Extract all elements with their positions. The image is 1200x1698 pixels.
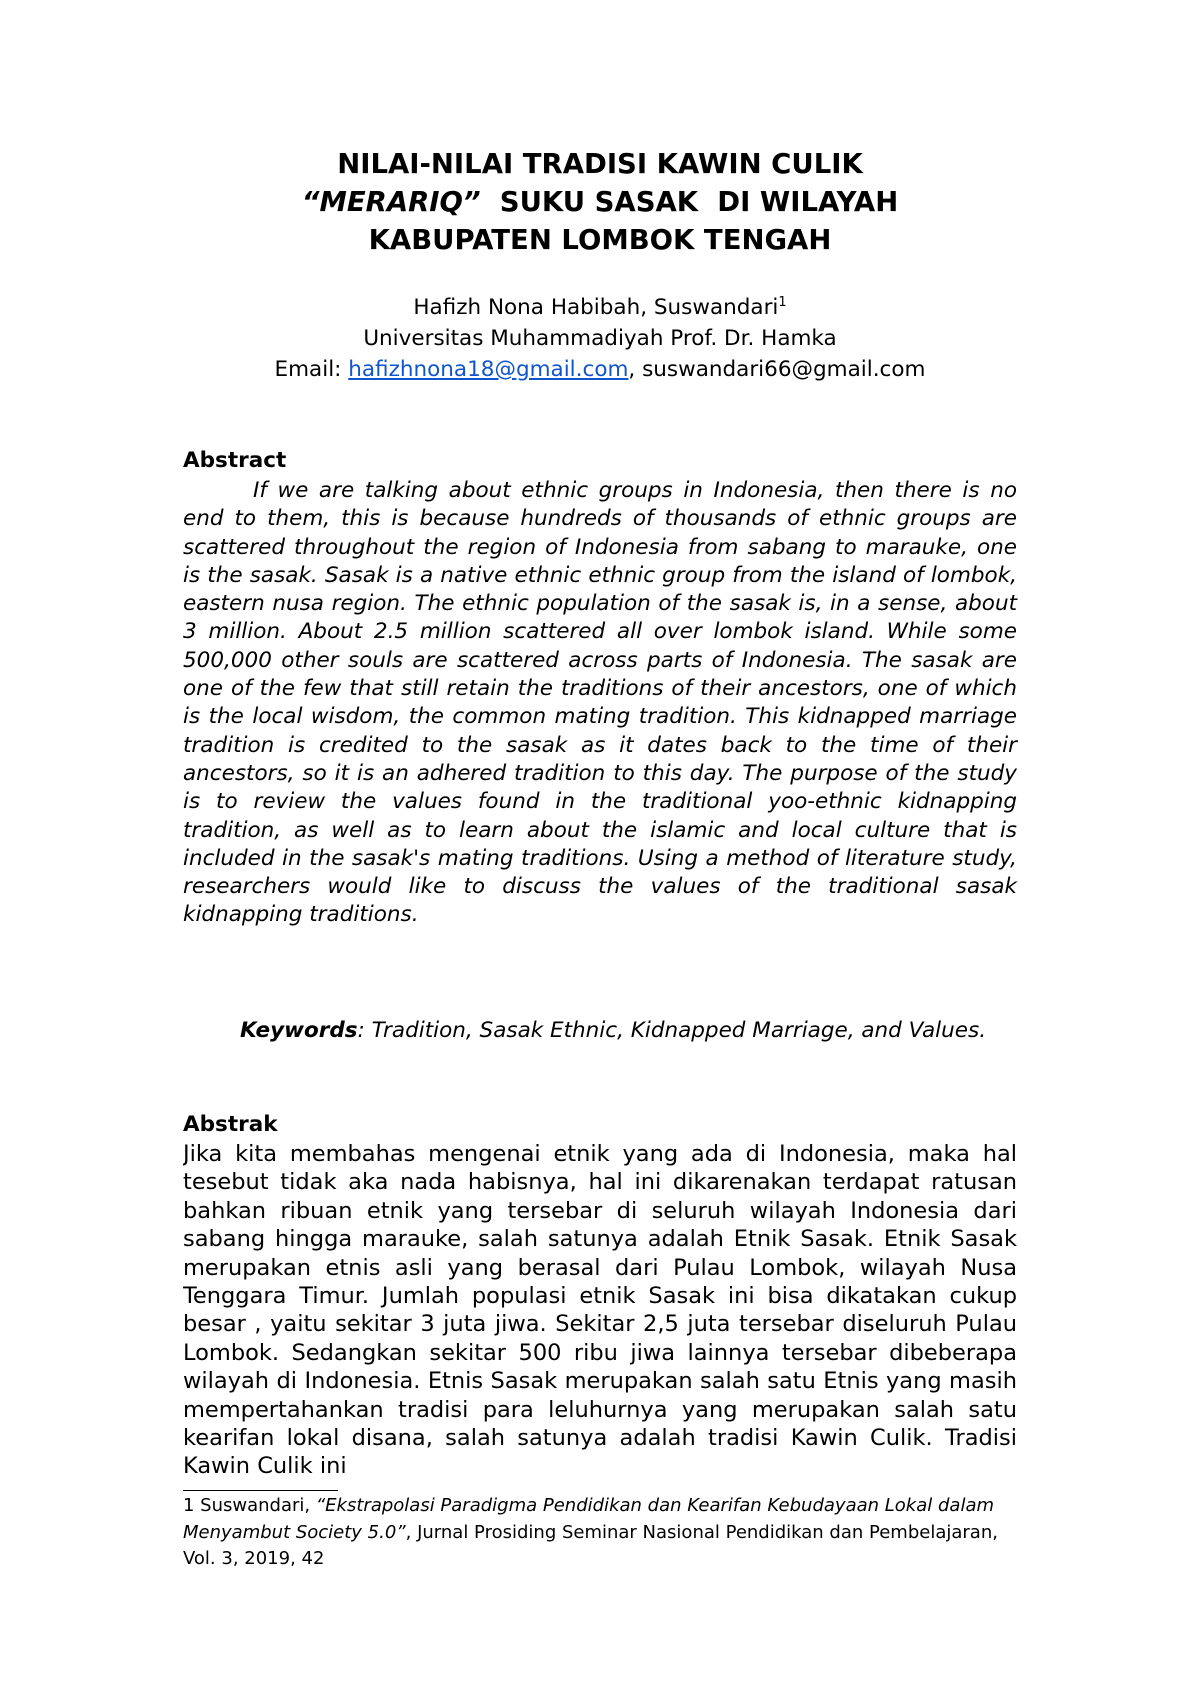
email-link-primary[interactable]: hafizhnona18@gmail.com <box>348 357 629 382</box>
email-separator: , <box>628 357 643 382</box>
footnote-citation-rest: , Jurnal Prosiding Seminar Nasional Pendidikan dan Pembelajaran, Vol. 3, 2019, 42 <box>183 1521 998 1569</box>
keywords-text: : Tradition, Sasak Ethnic, Kidnapped Marriage, and Values. <box>357 1018 987 1043</box>
keywords-paragraph <box>240 1017 1017 1045</box>
author-affiliation: Universitas Muhammadiyah Prof. Dr. Hamka <box>363 326 837 351</box>
email-secondary: suswandari66@gmail.com <box>642 357 926 382</box>
footnote-separator <box>183 1490 338 1491</box>
paper-title <box>183 145 1017 259</box>
title-line-1: NILAI-NILAI TRADISI KAWIN CULIK <box>337 148 863 180</box>
title-line-2 <box>183 183 1017 221</box>
footnote-article-title: “Ekstrapolasi Paradigma Pendidikan dan Kearifan Kebudayaan Lokal dalam Menyambut Society 5.0” <box>183 1495 995 1543</box>
footnote-author: 1 Suswandari, <box>183 1495 316 1516</box>
abstrak-body: Jika kita membahas mengenai etnik yang ada di Indonesia, maka hal tesebut tidak aka nada habisnya, hal ini dikarenakan terdapat ratusan bahkan ribuan etnik yang tersebar di seluruh wilayah Indonesia dari sabang hingga marauke, salah satunya adalah Etnik Sasak. Etnik Sasak merupakan etnis asli yang berasal dari Pulau Lombok, wilayah Nusa Tenggara Timur. Jumlah populasi etnik Sasak ini bisa dikatakan cukup besar , yaitu sekitar 3 juta jiwa. Sekitar 2,5 juta tersebar diseluruh Pulau Lombok. Sedangkan sekitar 500 ribu jiwa lainnya tersebar dibeberapa wilayah di Indonesia. Etnis Sasak merupakan salah satu Etnis yang masih mempertahankan tradisi para leluhurnya yang merupakan salah satu kearifan lokal disana, salah satunya adalah tradisi Kawin Culik. Tradisi Kawin Culik ini <box>183 1141 1017 1480</box>
keywords-label: Keywords <box>240 1018 358 1043</box>
author-names: Hafizh Nona Habibah, Suswandari <box>413 295 779 320</box>
title-line-2-rest: SUKU SASAK DI WILAYAH <box>480 186 899 218</box>
abstract-heading: Abstract <box>183 448 287 473</box>
author-email-line <box>183 354 1017 385</box>
abstrak-heading: Abstrak <box>183 1112 278 1137</box>
author-footnote-mark[interactable]: 1 <box>778 295 787 310</box>
title-merariq-term: “MERARIQ” <box>301 186 481 218</box>
author-block <box>183 292 1017 385</box>
author-names-line <box>183 292 1017 323</box>
footnote-1 <box>183 1493 1017 1573</box>
email-label: Email: <box>274 357 349 382</box>
abstract-body: If we are talking about ethnic groups in Indonesia, then there is no end to them, this is because hundreds of thousands of ethnic groups are scattered throughout the region of Indonesia from sabang to marauke, one is the sasak. Sasak is a native ethnic ethnic group from the island of lombok, eastern nusa region. The ethnic population of the sasak is, in a sense, about 3 million. About 2.5 million scattered all over lombok island. While some 500,000 other souls are scattered across parts of Indonesia. The sasak are one of the few that still retain the traditions of their ancestors, one of which is the local wisdom, the common mating tradition. This kidnapped marriage tradition is credited to the sasak as it dates back to the time of their ancestors, so it is an adhered tradition to this day. The purpose of the study is to review the values found in the traditional yoo-ethnic kidnapping tradition, as well as to learn about the islamic and local culture that is included in the sasak's mating traditions. Using a method of literature study, researchers would like to discuss the values of the traditional sasak kidnapping traditions. <box>183 478 1017 928</box>
title-line-3: KABUPATEN LOMBOK TENGAH <box>368 224 832 256</box>
